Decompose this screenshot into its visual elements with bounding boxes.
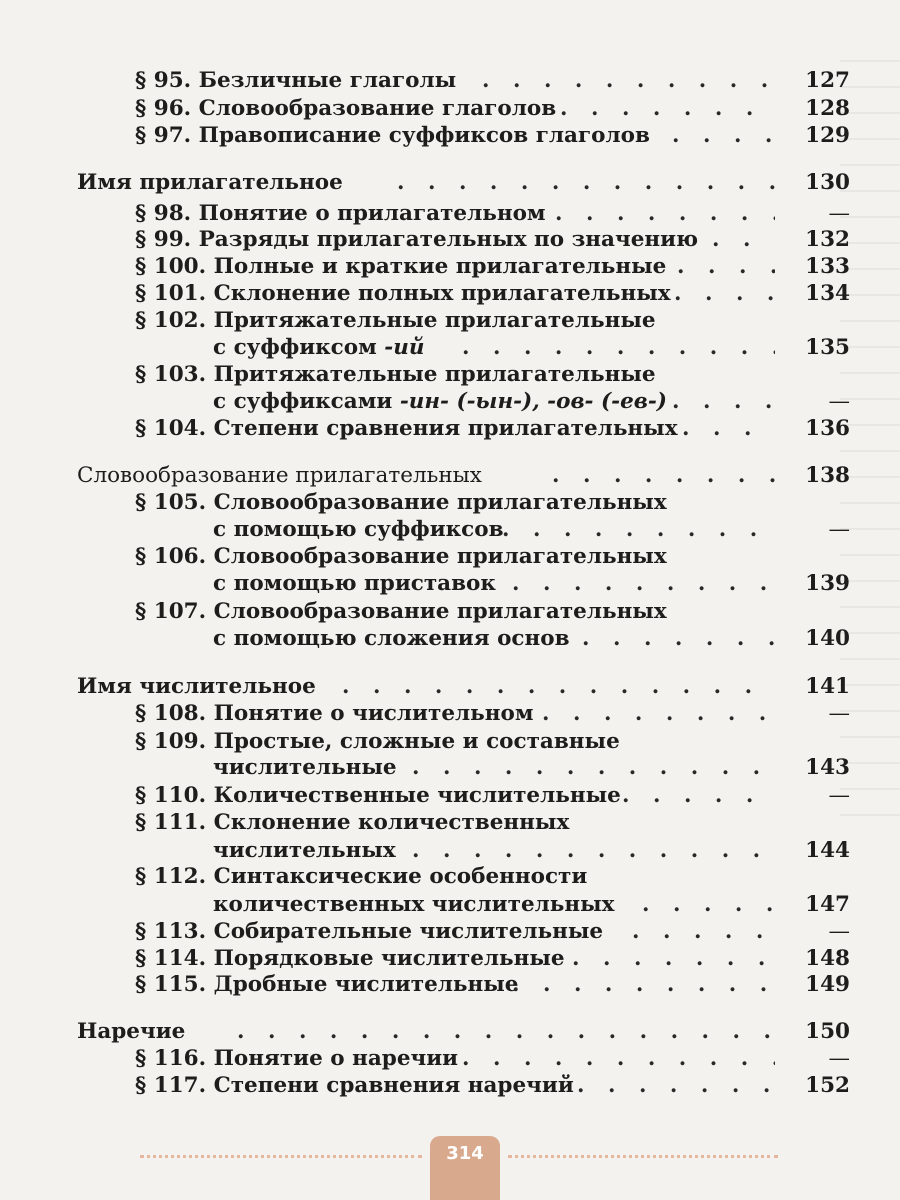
paragraph-number: § 95. (135, 68, 192, 93)
page-number: 129 (805, 123, 850, 148)
toc-entry (0, 488, 900, 518)
toc-entry (0, 360, 900, 390)
dot-leader (512, 970, 775, 1000)
dot-leader (412, 753, 775, 783)
toc-entry-label (135, 306, 656, 336)
toc-entry (0, 121, 900, 151)
toc-entry-label (135, 414, 678, 444)
toc-heading (0, 1017, 900, 1047)
toc-entry-label (135, 1071, 574, 1101)
dot-leader (342, 672, 775, 702)
page-number: 143 (805, 755, 850, 780)
paragraph-title: Словообразование прилагательных (213, 544, 667, 569)
toc-entry (0, 279, 900, 309)
toc-heading (0, 672, 900, 702)
page-number: 134 (805, 281, 850, 306)
dot-leader (672, 121, 775, 151)
page-number: 138 (805, 463, 850, 488)
page-number: 127 (805, 68, 850, 93)
page-number: 150 (805, 1019, 850, 1044)
dot-leader (560, 94, 775, 124)
page-number: — (828, 389, 850, 414)
paragraph-number: § 99. (135, 227, 192, 252)
paragraph-number: § 104. (135, 416, 207, 441)
toc-entry (0, 414, 900, 444)
toc-entry (0, 699, 900, 729)
toc-entry-label (213, 387, 667, 417)
toc-entry (0, 808, 900, 838)
dot-leader (482, 66, 775, 96)
toc-entry (0, 66, 900, 96)
toc-entry-label (135, 1044, 458, 1074)
paragraph-title: Разряды прилагательных по значению (198, 227, 699, 252)
toc-entry-label (135, 488, 667, 518)
toc-entry-label (135, 360, 656, 390)
dot-leader (237, 1017, 775, 1047)
toc-entry (0, 597, 900, 627)
toc-entry-label (135, 542, 667, 572)
page-number: 130 (805, 170, 850, 195)
dot-leader (577, 1071, 775, 1101)
toc-entry-continuation (0, 890, 900, 920)
toc-entry-label: Наречие (77, 1019, 186, 1044)
toc-entry-label (135, 699, 534, 729)
toc-entry-label: Имя прилагательное (77, 170, 343, 195)
dot-leader (712, 225, 775, 255)
dot-leader (642, 890, 775, 920)
toc-heading (0, 168, 900, 198)
footer-dotted-line-right (508, 1155, 778, 1158)
page-number: 149 (805, 972, 850, 997)
paragraph-number: § 97. (135, 123, 192, 148)
paragraph-title: Склонение полных прилагательных (213, 281, 671, 306)
toc-entry-label (135, 121, 650, 151)
toc-entry-continuation (0, 515, 900, 545)
page-number: — (828, 701, 850, 726)
dot-leader (542, 699, 775, 729)
paragraph-title: Простые, сложные и составные (213, 729, 620, 754)
paragraph-title: Словообразование глаголов (198, 96, 557, 121)
paragraph-title: Порядковые числительные (213, 946, 565, 971)
paragraph-title-continued: числительных (213, 838, 396, 863)
toc-entry-label (213, 753, 397, 783)
page-number: 144 (805, 838, 850, 863)
page-number: 148 (805, 946, 850, 971)
paragraph-title: Собирательные числительные (213, 919, 604, 944)
toc-entry-continuation (0, 624, 900, 654)
paragraph-title: Словообразование прилагательных (213, 490, 667, 515)
toc-entry-label (135, 252, 666, 282)
page-number: 141 (805, 674, 850, 699)
toc-entry-label (135, 94, 556, 124)
paragraph-title: Понятие о числительном (213, 701, 534, 726)
paragraph-number: § 96. (135, 96, 192, 121)
toc-entry-label (135, 225, 698, 255)
page-number: 132 (805, 227, 850, 252)
paragraph-title-continued: количественных числительных (213, 892, 615, 917)
paragraph-title: Полные и краткие прилагательные (213, 254, 667, 279)
paragraph-number: § 107. (135, 599, 207, 624)
paragraph-title: Понятие о наречии (213, 1046, 459, 1071)
toc-entry-label (135, 66, 456, 96)
paragraph-title: Словообразование прилагательных (213, 599, 667, 624)
toc-entry-label (135, 862, 587, 892)
toc-entry (0, 1044, 900, 1074)
toc-entry-label (213, 333, 424, 363)
paragraph-number: § 112. (135, 864, 207, 889)
paragraph-title: Безличные глаголы (198, 68, 457, 93)
paragraph-title: Притяжательные прилагательные (213, 308, 656, 333)
paragraph-number: § 100. (135, 254, 207, 279)
paragraph-title: Синтаксические особенности (213, 864, 588, 889)
dot-leader (512, 569, 775, 599)
paragraph-number: § 113. (135, 919, 207, 944)
dot-leader (582, 624, 775, 654)
dot-leader (552, 461, 775, 491)
page-number: 135 (805, 335, 850, 360)
page-number: — (828, 1046, 850, 1071)
page-number: 128 (805, 96, 850, 121)
toc-entry (0, 917, 900, 947)
toc-entry (0, 1071, 900, 1101)
toc-entry-label (213, 624, 570, 654)
page-number: 133 (805, 254, 850, 279)
page-number: 147 (805, 892, 850, 917)
page-number: — (828, 783, 850, 808)
paragraph-title: Дробные числительные (213, 972, 519, 997)
toc-subheading (0, 461, 900, 491)
page-number-badge: 314 (430, 1136, 500, 1200)
suffix-example: -ин- (-ын-), -ов- (-ев-) (399, 389, 667, 414)
toc-entry (0, 781, 900, 811)
suffix-example: -ий (384, 335, 425, 360)
dot-leader (462, 333, 775, 363)
page-number: 140 (805, 626, 850, 651)
paragraph-number: § 105. (135, 490, 207, 515)
toc-entry-label (135, 279, 671, 309)
dot-leader (462, 1044, 775, 1074)
paragraph-number: § 114. (135, 946, 207, 971)
dot-leader (397, 168, 775, 198)
paragraph-title: Количественные числительные (213, 783, 621, 808)
page-number: — (828, 517, 850, 542)
paragraph-title-continued: с суффиксами (213, 389, 400, 414)
dot-leader (622, 781, 775, 811)
page-number: 139 (805, 571, 850, 596)
toc-entry-continuation (0, 753, 900, 783)
paragraph-number: § 109. (135, 729, 207, 754)
dot-leader (502, 515, 775, 545)
paragraph-title-continued: с суффиксом (213, 335, 385, 360)
toc-entry (0, 225, 900, 255)
toc-entry-label (135, 970, 518, 1000)
toc-entry-label: Словообразование прилагательных (77, 463, 482, 488)
dot-leader (682, 414, 775, 444)
toc-entry-continuation (0, 387, 900, 417)
paragraph-title-continued: с помощью сложения основ (213, 626, 570, 651)
paragraph-title: Понятие о прилагательном (198, 201, 546, 226)
paragraph-title: Притяжательные прилагательные (213, 362, 656, 387)
paragraph-title: Степени сравнения прилагательных (213, 416, 678, 441)
paragraph-number: § 110. (135, 783, 207, 808)
toc-entry-continuation (0, 333, 900, 363)
toc-entry-label (135, 808, 569, 838)
toc-entry-label (135, 781, 621, 811)
toc-entry-label (135, 917, 603, 947)
footer-dotted-line-left (140, 1155, 422, 1158)
paragraph-number: § 106. (135, 544, 207, 569)
paragraph-title-continued: с помощью суффиксов (213, 517, 504, 542)
toc-entry (0, 862, 900, 892)
page-number: 152 (805, 1073, 850, 1098)
paragraph-number: § 117. (135, 1073, 207, 1098)
toc-entry-label (213, 569, 496, 599)
paragraph-number: § 103. (135, 362, 207, 387)
paragraph-number: § 111. (135, 810, 207, 835)
paragraph-title: Степени сравнения наречий (213, 1073, 574, 1098)
toc-entry (0, 94, 900, 124)
dot-leader (632, 917, 775, 947)
paragraph-number: § 101. (135, 281, 207, 306)
paragraph-number: § 115. (135, 972, 207, 997)
paragraph-number: § 108. (135, 701, 207, 726)
paragraph-title-continued: числительные (213, 755, 397, 780)
toc-entry-label (135, 597, 667, 627)
paragraph-number: § 116. (135, 1046, 207, 1071)
toc-entry (0, 252, 900, 282)
page-number: — (828, 919, 850, 944)
page-number: 136 (805, 416, 850, 441)
dot-leader (674, 279, 775, 309)
toc-entry (0, 542, 900, 572)
toc-entry-label: Имя числительное (77, 674, 316, 699)
paragraph-title-continued: с помощью приставок (213, 571, 496, 596)
toc-entry-label (213, 890, 615, 920)
paragraph-title: Правописание суффиксов глаголов (198, 123, 650, 148)
toc-entry-label (213, 515, 504, 545)
dot-leader (677, 252, 775, 282)
paragraph-number: § 98. (135, 201, 192, 226)
paragraph-title: Склонение количественных (213, 810, 570, 835)
page-number: — (828, 201, 850, 226)
toc-entry (0, 970, 900, 1000)
dot-leader (672, 387, 775, 417)
toc-entry (0, 306, 900, 336)
paragraph-number: § 102. (135, 308, 207, 333)
toc-entry-continuation (0, 569, 900, 599)
